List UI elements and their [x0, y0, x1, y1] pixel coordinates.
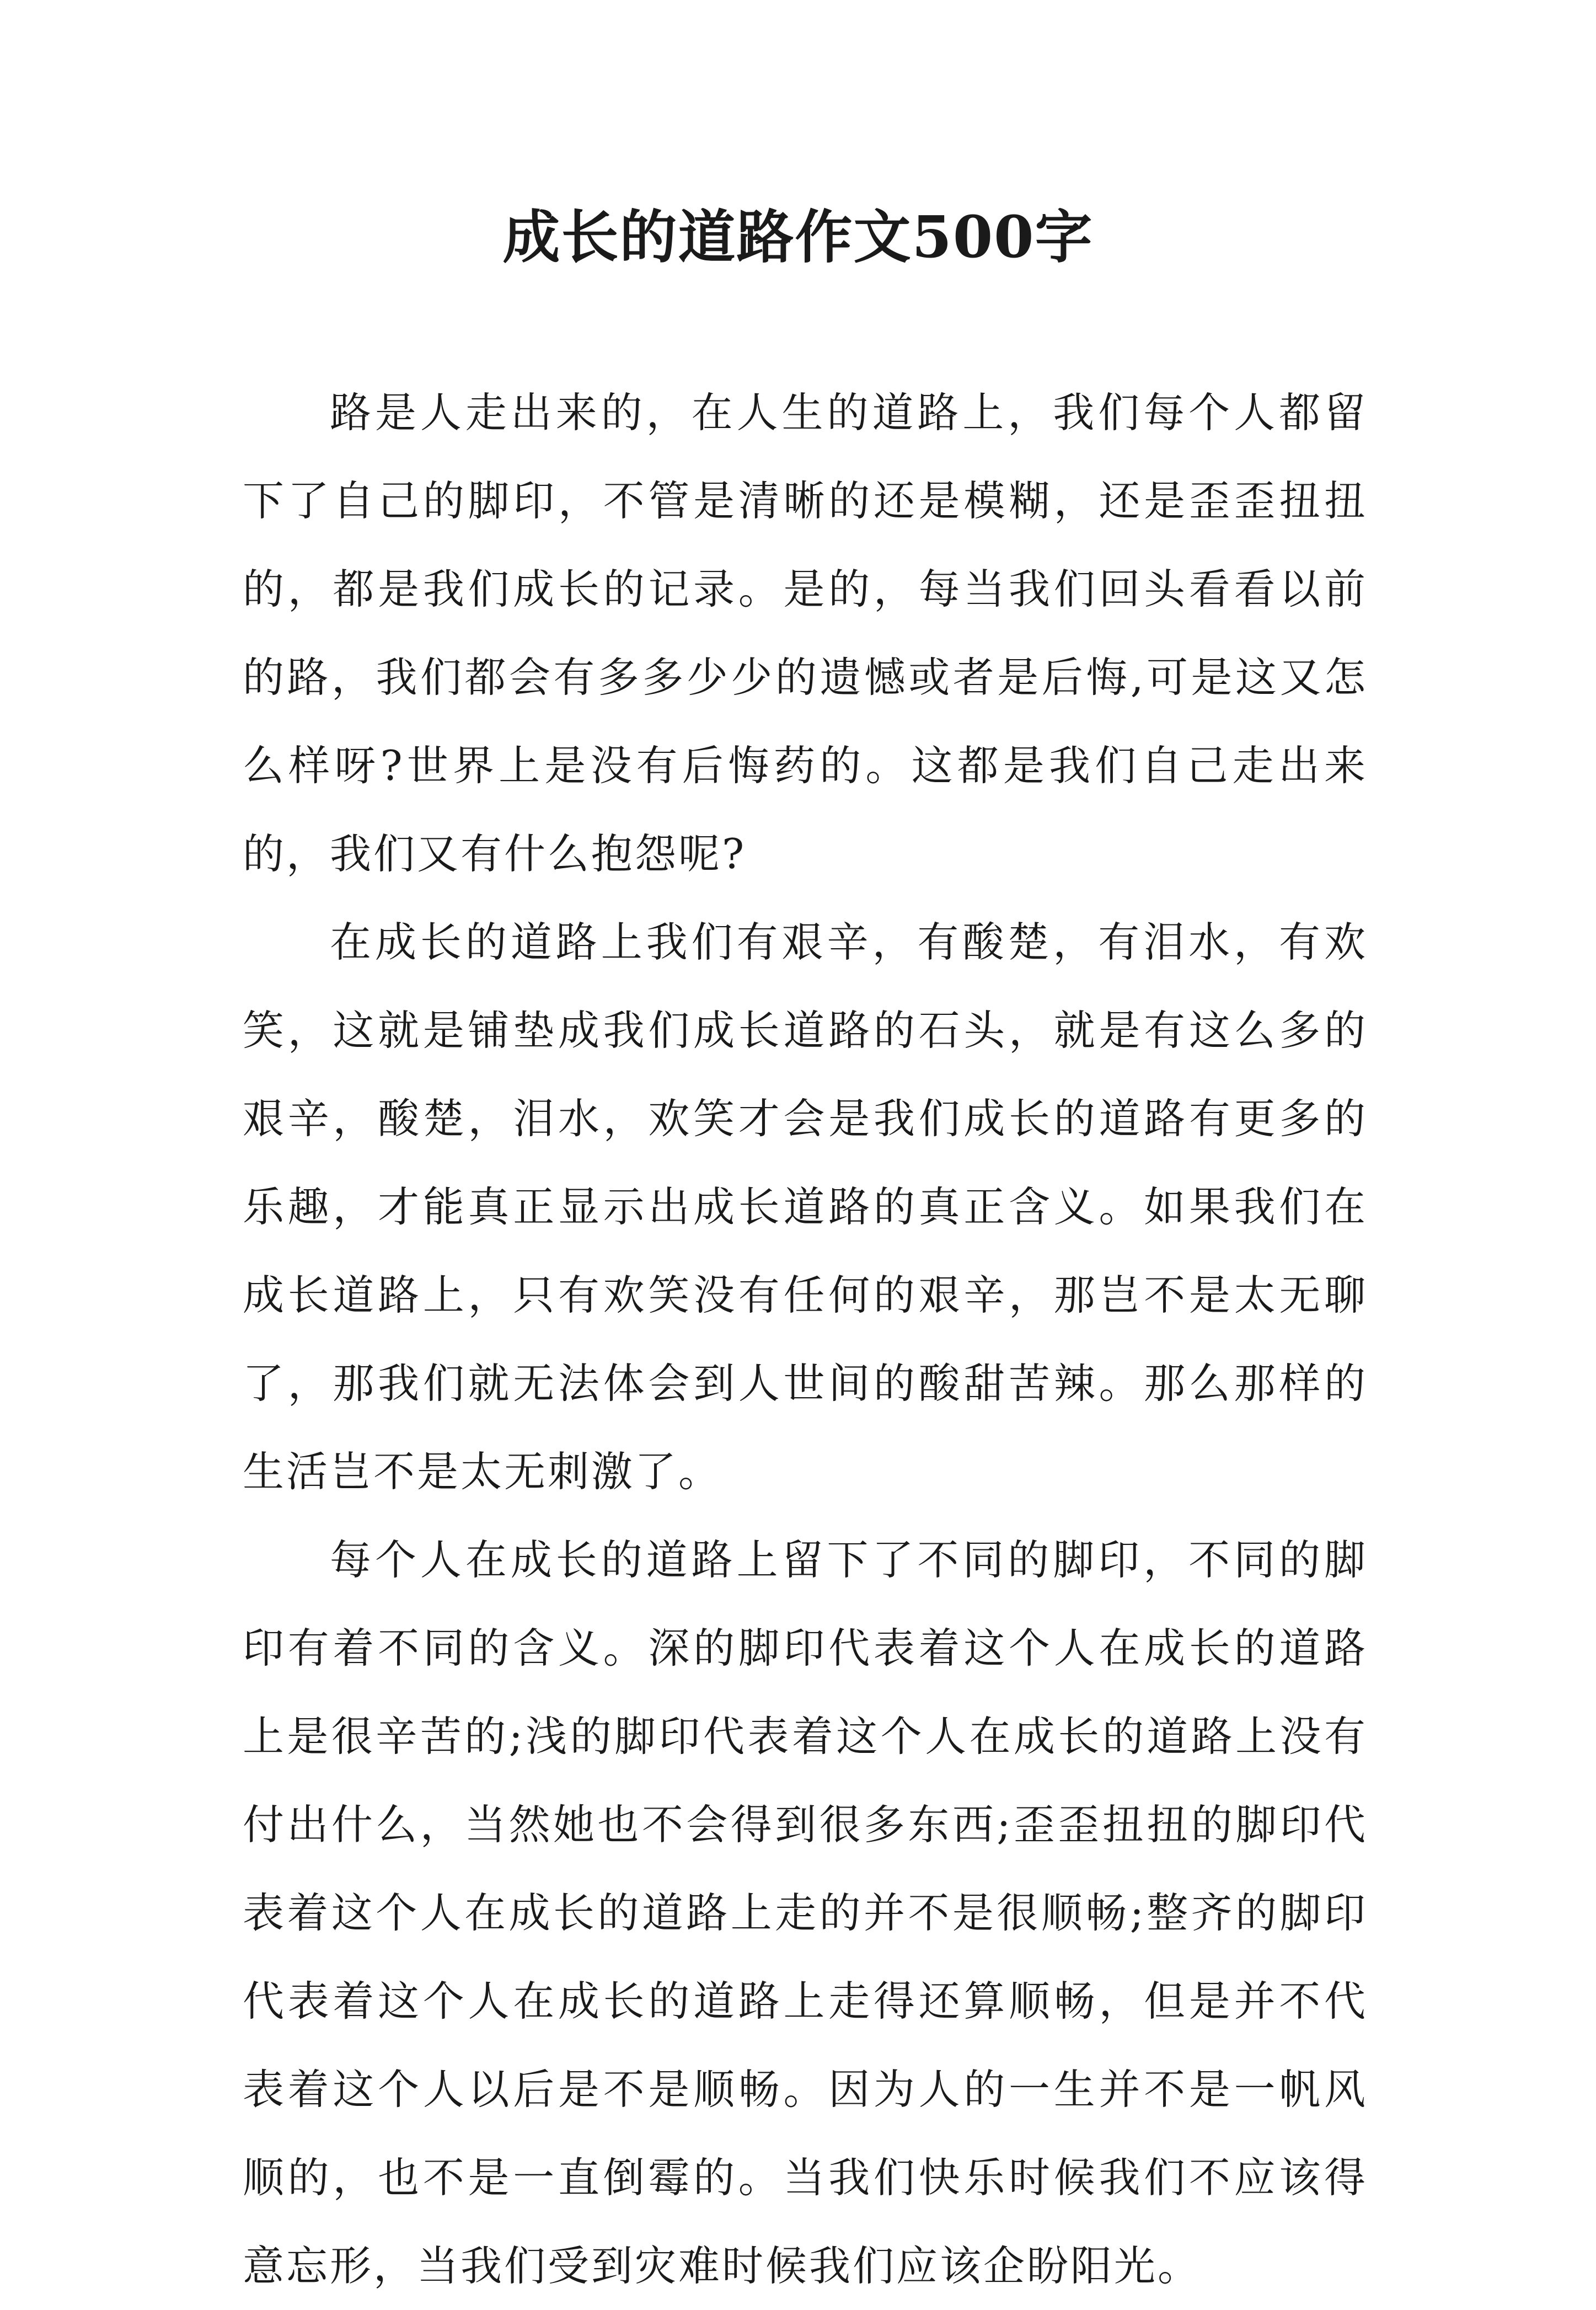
- paragraph-2: 在成长的道路上我们有艰辛，有酸楚，有泪水，有欢笑，这就是铺垫成我们成长道路的石头，就是有这么多的艰辛，酸楚，泪水，欢笑才会是我们成长的道路有更多的乐趣，才能真正显示出成长道路的真正含义。如果我们在成长道路上，只有欢笑没有任何的艰辛，那岂不是太无聊了，那我们就无法体会到人世间的酸甜苦辣。那么那样的生活岂不是太无刺激了。: [243, 918, 1368, 1496]
- document-body: [243, 368, 1368, 2310]
- paragraph-1: 路是人走出来的，在人生的道路上，我们每个人都留下了自己的脚印，不管是清晰的还是模糊，还是歪歪扭扭的，都是我们成长的记录。是的，每当我们回头看看以前的路，我们都会有多多少少的遗憾或者是后悔,可是这又怎么样呀?世界上是没有后悔药的。这都是我们自己走出来的，我们又有什么抱怨呢?: [243, 388, 1368, 878]
- document-title: 成长的道路作文500字: [502, 203, 1094, 271]
- paragraph-3: 每个人在成长的道路上留下了不同的脚印，不同的脚印有着不同的含义。深的脚印代表着这个人在成长的道路上是很辛苦的;浅的脚印代表着这个人在成长的道路上没有付出什么，当然她也不会得到很多东西;歪歪扭扭的脚印代表着这个人在成长的道路上走的并不是很顺畅;整齐的脚印代表着这个人在成长的道路上走得还算顺畅，但是并不代表着这个人以后是不是顺畅。因为人的一生并不是一帆风顺的，也不是一直倒霉的。当我们快乐时候我们不应该得意忘形，当我们受到灾难时候我们应该企盼阳光。: [243, 1536, 1368, 2290]
